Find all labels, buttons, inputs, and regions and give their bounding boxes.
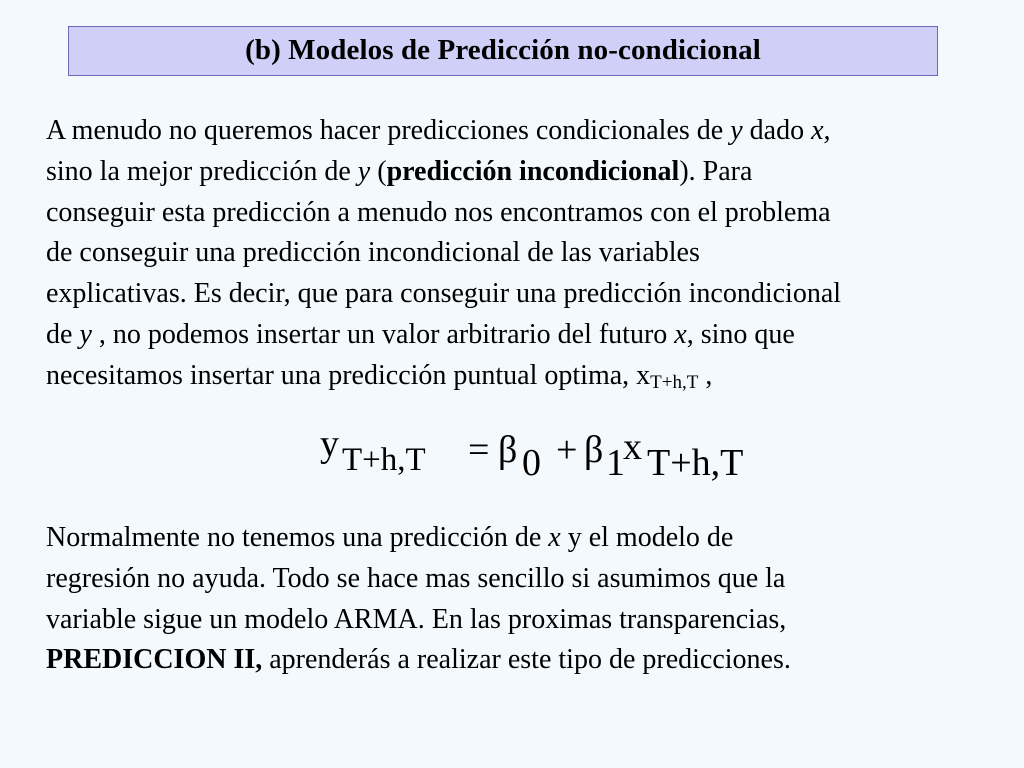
eq-x: x [623,426,642,468]
text-run: ( [370,155,387,187]
paragraph-line: regresión no ayuda. Todo se hace mas sencillo si asumimos que la [46,562,786,594]
eq-equals: = [468,429,490,471]
paragraph-line [46,152,996,193]
italic-y: y [79,318,92,350]
eq-subscript-one: 1 [606,442,625,484]
eq-beta: β [498,429,518,471]
eq-plus: + [556,429,578,471]
text-run: necesitamos insertar una predicción puntual optima, x [46,359,651,391]
text-run: dado [742,115,812,146]
italic-y: y [730,115,743,146]
eq-subscript: T+h,T [342,442,426,478]
paragraph-line: explicativas. Es decir, que para conseguir una predicción incondicional [46,278,842,310]
paragraph-line [46,315,996,356]
paragraph-line: conseguir esta predicción a menudo nos encontramos con el problema [46,196,831,228]
text-run: aprenderás a realizar este tipo de predicciones. [262,644,791,676]
closing-paragraph [46,518,996,681]
bold-term: predicción incondicional [386,155,680,187]
text-run: ). Para [679,155,753,187]
italic-x: x, [811,115,831,146]
italic-x: x [548,522,561,553]
eq-beta: β [584,429,604,471]
paragraph-line [46,640,996,681]
paragraph-line: de conseguir una predicción incondicional de las variables [46,237,700,269]
text-run: sino la mejor predicción de [46,155,358,187]
eq-y: y [320,423,339,465]
text-run: de [46,318,80,350]
paragraph-line [46,356,996,400]
paragraph-line [46,518,996,559]
bold-term: PREDICCION II, [46,644,263,676]
italic-y: y [357,155,371,187]
text-run: Normalmente no tenemos una predicción de [46,522,549,553]
paragraph-line: variable sigue un modelo ARMA. En las proximas transparencias, [46,603,787,635]
text-run: , [698,359,713,391]
subscript: T+h,T [650,371,699,393]
eq-subscript-zero: 0 [522,442,541,484]
intro-paragraph [46,111,996,400]
slide-title: (b) Modelos de Predicción no-condicional [245,33,761,66]
text-run: A menudo no queremos hacer predicciones condicionales de [46,115,731,146]
eq-subscript: T+h,T [647,442,744,484]
paragraph-line [46,111,996,152]
text-run: , sino que [686,318,795,350]
text-run: y el modelo de [560,522,734,553]
text-run: , no podemos insertar un valor arbitrario del futuro [91,318,675,350]
title-box [68,26,938,76]
italic-x: x [674,318,687,350]
